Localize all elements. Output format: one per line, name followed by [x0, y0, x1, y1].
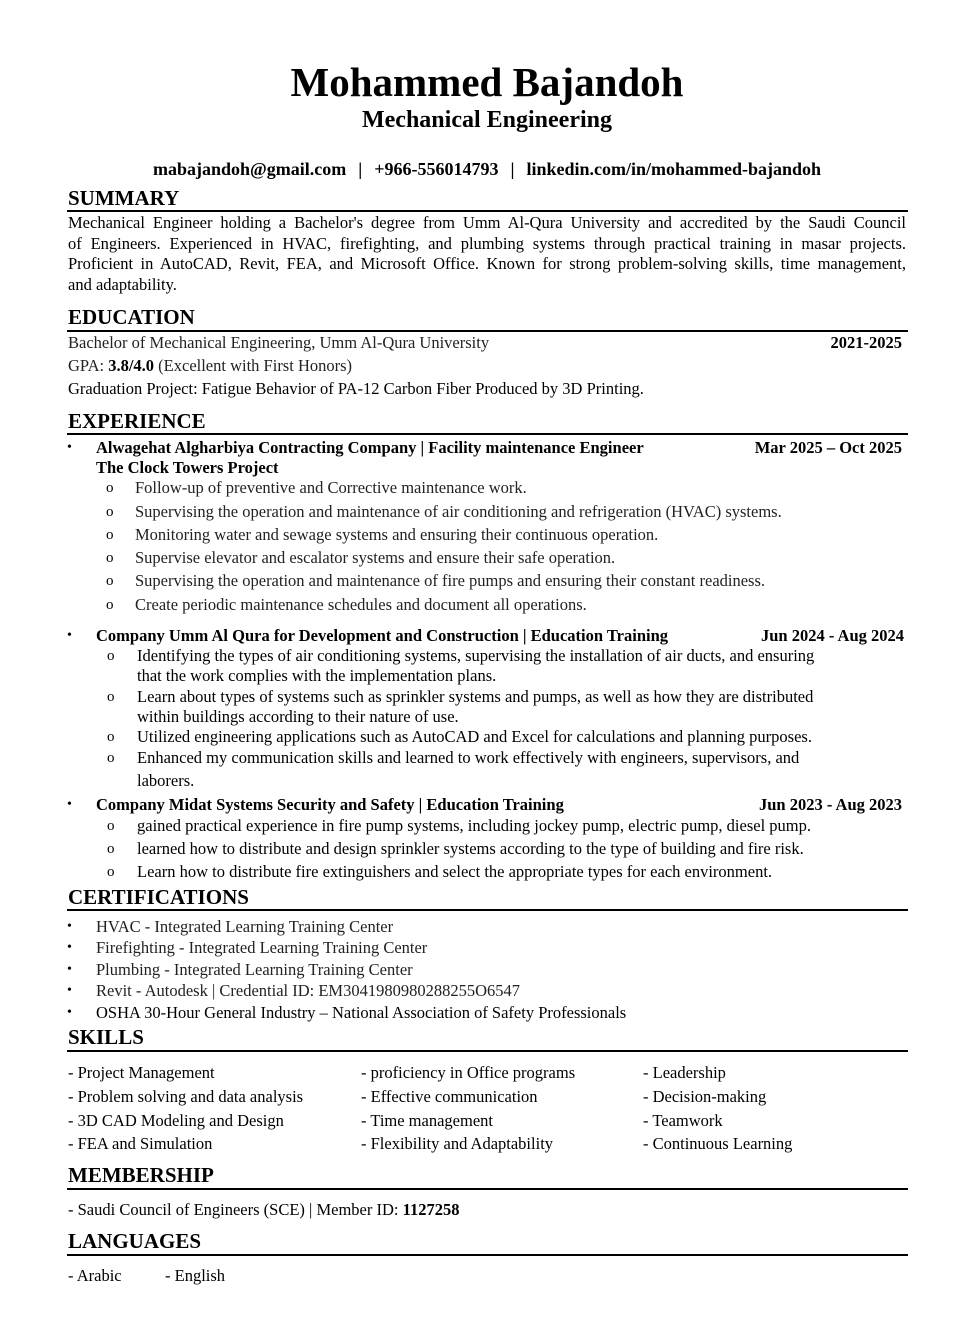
linkedin-link[interactable]: linkedin.com/in/mohammed-bajandoh — [526, 159, 822, 179]
education-degree: Bachelor of Mechanical Engineering, Umm Al-Qura University — [68, 333, 490, 352]
job-dates: Jun 2024 - Aug 2024 — [760, 626, 904, 645]
languages-heading: LANGUAGES — [68, 1229, 202, 1253]
member-id: 1127258 — [402, 1200, 460, 1219]
job-duty: Create periodic maintenance schedules and document all operations. — [135, 595, 587, 614]
sub-bullet-icon: o — [106, 597, 114, 613]
job-duty: Learn about types of systems such as sprinkler systems and pumps, as well as how they are distributed — [137, 687, 814, 706]
skill-item: - Problem solving and data analysis — [68, 1087, 304, 1106]
certification-item: OSHA 30-Hour General Industry – National Association of Safety Professionals — [96, 1003, 627, 1022]
membership-item — [68, 1200, 459, 1220]
gpa-value: 3.8/4.0 — [108, 356, 155, 375]
gpa-note: (Excellent with First Honors) — [154, 356, 353, 375]
job-duty: Supervise elevator and escalator systems and ensure their safe operation. — [135, 548, 616, 567]
job-title: Company Umm Al Qura for Development and Construction | Education Training — [96, 626, 669, 645]
membership-heading: MEMBERSHIP — [68, 1163, 214, 1187]
skill-item: - Time management — [361, 1111, 493, 1130]
sub-bullet-icon: o — [107, 729, 115, 745]
sub-bullet-icon: o — [107, 864, 115, 880]
gpa-label: GPA: — [68, 356, 109, 375]
skill-item: - Flexibility and Adaptability — [361, 1134, 554, 1153]
bullet-icon: • — [67, 440, 72, 455]
certification-item: HVAC - Integrated Learning Training Center — [96, 917, 394, 936]
skill-item: - proficiency in Office programs — [361, 1063, 576, 1082]
summary-line: and adaptability. — [68, 274, 177, 294]
summary-heading: SUMMARY — [68, 186, 180, 210]
skills-heading: SKILLS — [68, 1025, 144, 1049]
bullet-icon: • — [67, 962, 72, 977]
skill-item: - Project Management — [68, 1063, 215, 1082]
section-divider — [67, 1254, 908, 1256]
email-link[interactable]: mabajandoh@gmail.com — [152, 159, 347, 179]
certification-item: Plumbing - Integrated Learning Training Center — [96, 960, 413, 979]
sub-bullet-icon: o — [107, 841, 115, 857]
education-years: 2021-2025 — [830, 333, 902, 352]
job-title: Alwagehat Algharbiya Contracting Company | Facility maintenance Engineer — [96, 438, 644, 457]
contact-separator: | — [358, 159, 363, 179]
certification-item: Firefighting - Integrated Learning Training Center — [96, 938, 428, 957]
sub-bullet-icon: o — [107, 689, 115, 705]
section-divider — [67, 433, 908, 435]
experience-heading: EXPERIENCE — [68, 409, 206, 433]
job-duty: Supervising the operation and maintenance of fire pumps and ensuring their constant readiness. — [135, 571, 766, 590]
skill-item: - Effective communication — [361, 1087, 538, 1106]
bullet-icon: • — [67, 628, 72, 643]
language-item: - Arabic — [68, 1266, 122, 1285]
education-heading: EDUCATION — [68, 305, 195, 329]
job-duty: learned how to distribute and design sprinkler systems according to the type of building and fire risk. — [137, 839, 804, 858]
sub-bullet-icon: o — [107, 750, 115, 766]
sub-bullet-icon: o — [106, 504, 114, 520]
section-divider — [67, 1188, 908, 1190]
job-duty: Identifying the types of air conditioning systems, supervising the installation of air ducts, and ensuring — [137, 646, 815, 665]
bullet-icon: • — [67, 983, 72, 998]
candidate-name: Mohammed Bajandoh — [290, 59, 684, 105]
job-duty: Enhanced my communication skills and learned to work effectively with engineers, supervisors, and — [137, 748, 800, 767]
education-gpa — [68, 356, 352, 376]
skill-item: - FEA and Simulation — [68, 1134, 213, 1153]
section-divider — [67, 1050, 908, 1052]
job-duty: Learn how to distribute fire extinguishers and select the appropriate types for each environment. — [137, 862, 773, 881]
job-project: The Clock Towers Project — [96, 458, 279, 477]
bullet-icon: • — [67, 1005, 72, 1020]
summary-line: Mechanical Engineer holding a Bachelor's degree from Umm Al-Qura University and accredited by the Saudi Council — [68, 213, 906, 232]
graduation-project: Graduation Project: Fatigue Behavior of PA-12 Carbon Fiber Produced by 3D Printing. — [68, 379, 644, 398]
job-duty: gained practical experience in fire pump systems, including jockey pump, electric pump, diesel pump. — [137, 816, 812, 835]
skill-item: - Decision-making — [643, 1087, 767, 1106]
contact-separator: | — [510, 159, 515, 179]
bullet-icon: • — [67, 940, 72, 955]
summary-line: Proficient in AutoCAD, Revit, FEA, and Microsoft Office. Known for strong problem-solving skills, time management, — [68, 254, 906, 273]
sub-bullet-icon: o — [106, 480, 114, 496]
sub-bullet-icon: o — [107, 818, 115, 834]
job-duty: Follow-up of preventive and Corrective maintenance work. — [135, 478, 527, 497]
job-duty: Supervising the operation and maintenance of air conditioning and refrigeration (HVAC) systems. — [135, 502, 782, 521]
bullet-icon: • — [67, 797, 72, 812]
phone-number: +966-556014793 — [374, 159, 499, 179]
certifications-heading: CERTIFICATIONS — [68, 885, 249, 909]
sub-bullet-icon: o — [107, 648, 115, 664]
job-dates: Mar 2025 – Oct 2025 — [754, 438, 902, 457]
skill-item: - Leadership — [643, 1063, 726, 1082]
job-title: Company Midat Systems Security and Safety | Education Training — [96, 795, 564, 814]
job-duty: Utilized engineering applications such as AutoCAD and Excel for calculations and planning purposes. — [137, 727, 812, 746]
job-duty-continued: that the work complies with the implementation plans. — [137, 666, 497, 685]
job-duty-continued: laborers. — [137, 771, 195, 790]
contact-line — [0, 158, 974, 180]
sub-bullet-icon: o — [106, 573, 114, 589]
candidate-title: Mechanical Engineering — [362, 107, 612, 133]
summary-line: of Engineers. Experienced in HVAC, firefighting, and plumbing systems through practical training in masar projects. — [68, 233, 906, 253]
language-item: - English — [165, 1266, 226, 1285]
sub-bullet-icon: o — [106, 550, 114, 566]
skill-item: - Continuous Learning — [643, 1134, 793, 1153]
summary-text — [68, 213, 906, 295]
section-divider — [67, 330, 908, 332]
certification-item: Revit - Autodesk | Credential ID: EM3041980980288255O6547 — [96, 981, 521, 1000]
skill-item: - 3D CAD Modeling and Design — [68, 1111, 284, 1130]
bullet-icon: • — [67, 919, 72, 934]
job-duty-continued: within buildings according to their nature of use. — [137, 707, 459, 726]
section-divider — [67, 909, 908, 911]
section-divider — [67, 210, 908, 212]
job-duty: Monitoring water and sewage systems and ensuring their continuous operation. — [135, 525, 659, 544]
job-dates: Jun 2023 - Aug 2023 — [758, 795, 902, 814]
sub-bullet-icon: o — [106, 527, 114, 543]
membership-text: - Saudi Council of Engineers (SCE) | Member ID: — [68, 1200, 403, 1219]
skill-item: - Teamwork — [643, 1111, 723, 1130]
